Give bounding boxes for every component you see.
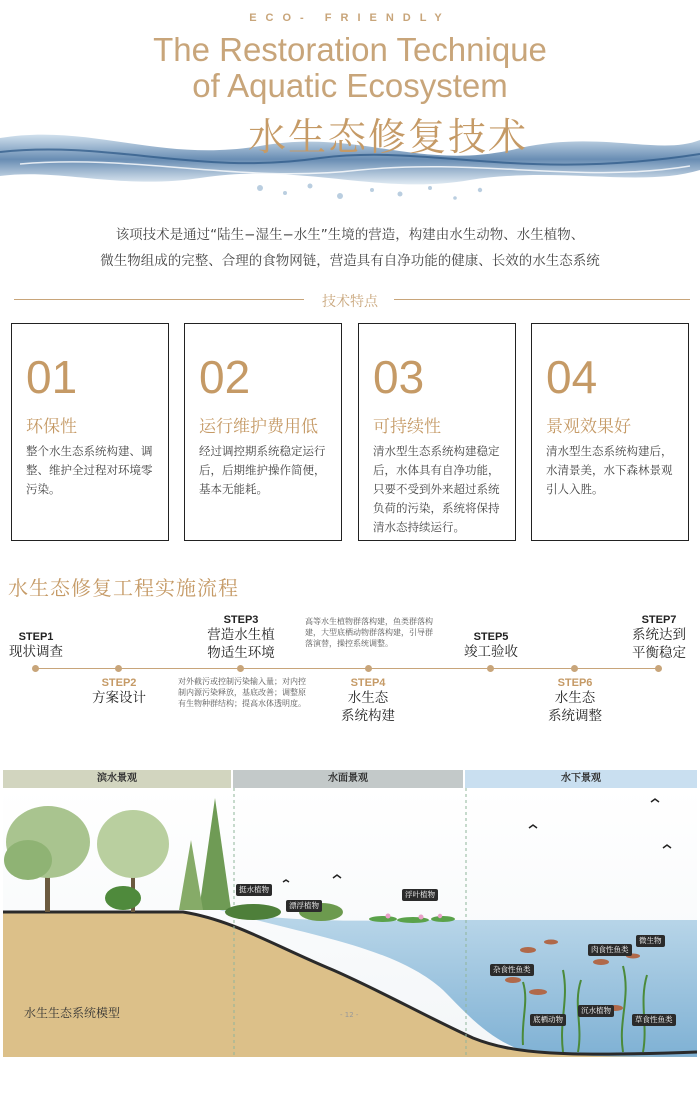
step-text-line1: 营造水生植 <box>207 627 275 643</box>
feature-card-3 <box>358 323 516 541</box>
feature-desc: 清水型生态系统构建稳定后，水体具有自净功能，只要不受到外来超过系统负荷的污染，系统将保持清水态持续运行。 <box>373 444 500 534</box>
timeline-dot <box>487 665 494 672</box>
feature-card-2 <box>184 323 342 541</box>
step-text-line2: 平衡稳定 <box>632 645 686 661</box>
step-text-line2: 系统调整 <box>548 708 602 724</box>
step-1 <box>4 631 68 661</box>
step-text: 现状调查 <box>9 644 63 660</box>
tag-omnivorous-fish: 杂食性鱼类 <box>490 964 534 976</box>
feature-name: 环保性 <box>26 417 77 437</box>
step-6 <box>537 677 613 725</box>
step-label: STEP1 <box>18 631 54 643</box>
eco-friendly-label: ECO- FRIENDLY <box>249 12 451 24</box>
features-section-title: 技术特点 <box>322 294 378 310</box>
feature-desc: 清水型生态系统构建后，水清景美，水下森林景观引人入胜。 <box>546 444 673 496</box>
title-en-line1: The Restoration Technique <box>153 31 547 68</box>
timeline-dot <box>571 665 578 672</box>
step-3 <box>200 614 282 662</box>
feature-card-1 <box>11 323 169 541</box>
step4-note: 高等水生植物群落构建，鱼类群落构建，大型底栖动物群落构建，引导群落演替，操控系统调整。 <box>305 617 433 648</box>
feature-name: 景观效果好 <box>546 417 631 437</box>
step-label: STEP3 <box>223 614 259 626</box>
feature-number: 01 <box>26 351 78 403</box>
step-label: STEP6 <box>557 677 593 689</box>
feature-desc: 经过调控期系统稳定运行后，后期维护操作简便，基本无能耗。 <box>199 444 326 496</box>
step-text-line1: 水生态 <box>347 690 389 706</box>
band-underwater: 水下景观 <box>465 770 697 788</box>
step-label: STEP7 <box>641 614 677 626</box>
step-text-line1: 系统达到 <box>632 627 686 643</box>
step-text-line1: 水生态 <box>554 690 596 706</box>
tag-emergent-plants: 挺水植物 <box>236 884 272 896</box>
tag-carnivorous-fish: 肉食性鱼类 <box>588 944 632 956</box>
band-shore: 滨水景观 <box>3 770 231 788</box>
step-text-line2: 系统构建 <box>341 708 395 724</box>
title-en-line2: of Aquatic Ecosystem <box>192 67 508 104</box>
timeline-dot <box>655 665 662 672</box>
intro-line2: 微生物组成的完整、合理的食物网链，营造具有自净功能的健康、长效的水生态系统 <box>100 253 600 269</box>
step-label: STEP2 <box>101 677 137 689</box>
step-2 <box>84 677 154 707</box>
step-text-line2: 物适生环境 <box>207 645 275 661</box>
tag-submerged-plants: 沉水植物 <box>578 1005 614 1017</box>
timeline-dot <box>365 665 372 672</box>
band-surface: 水面景观 <box>233 770 463 788</box>
feature-name: 可持续性 <box>373 417 441 437</box>
step-7 <box>624 614 694 662</box>
feature-card-4 <box>531 323 689 541</box>
model-label: 水生生态系统模型 <box>24 1006 121 1020</box>
tag-herbivorous-fish: 草食性鱼类 <box>632 1014 676 1026</box>
step-label: STEP5 <box>473 631 509 643</box>
step-label: STEP4 <box>350 677 386 689</box>
feature-name: 运行维护费用低 <box>199 417 318 437</box>
feature-number: 04 <box>546 351 598 403</box>
step3-note: 对外截污或控制污染输入量；对内控制内源污染释放，基底改善；调整原有生物种群结构；提高水体透明度。 <box>178 677 306 708</box>
process-timeline <box>36 668 656 669</box>
tag-microbe: 微生物 <box>636 935 665 947</box>
step-text: 竣工验收 <box>464 644 518 660</box>
timeline-dot <box>115 665 122 672</box>
feature-number: 02 <box>199 351 251 403</box>
step-4 <box>330 677 406 725</box>
timeline-dot <box>237 665 244 672</box>
tag-floating-plants: 漂浮植物 <box>286 900 322 912</box>
intro-text <box>0 222 700 274</box>
title-cn: 水生态修复技术 <box>248 115 529 159</box>
step-text: 方案设计 <box>92 690 146 706</box>
feature-number: 03 <box>373 351 425 403</box>
feature-desc: 整个水生态系统构建、调整、维护全过程对环境零污染。 <box>26 444 153 496</box>
page-number: - 12 - <box>340 1011 359 1019</box>
process-title: 水生态修复工程实施流程 <box>8 576 239 600</box>
intro-line1: 该项技术是通过“陆生−湿生−水生”生境的营造，构建由水生动物、水生植物、 <box>115 227 585 243</box>
tag-benthic-animals: 底栖动物 <box>530 1014 566 1026</box>
tag-floating-leaf-plants: 浮叶植物 <box>402 889 438 901</box>
timeline-dot <box>32 665 39 672</box>
step-5 <box>456 631 526 661</box>
